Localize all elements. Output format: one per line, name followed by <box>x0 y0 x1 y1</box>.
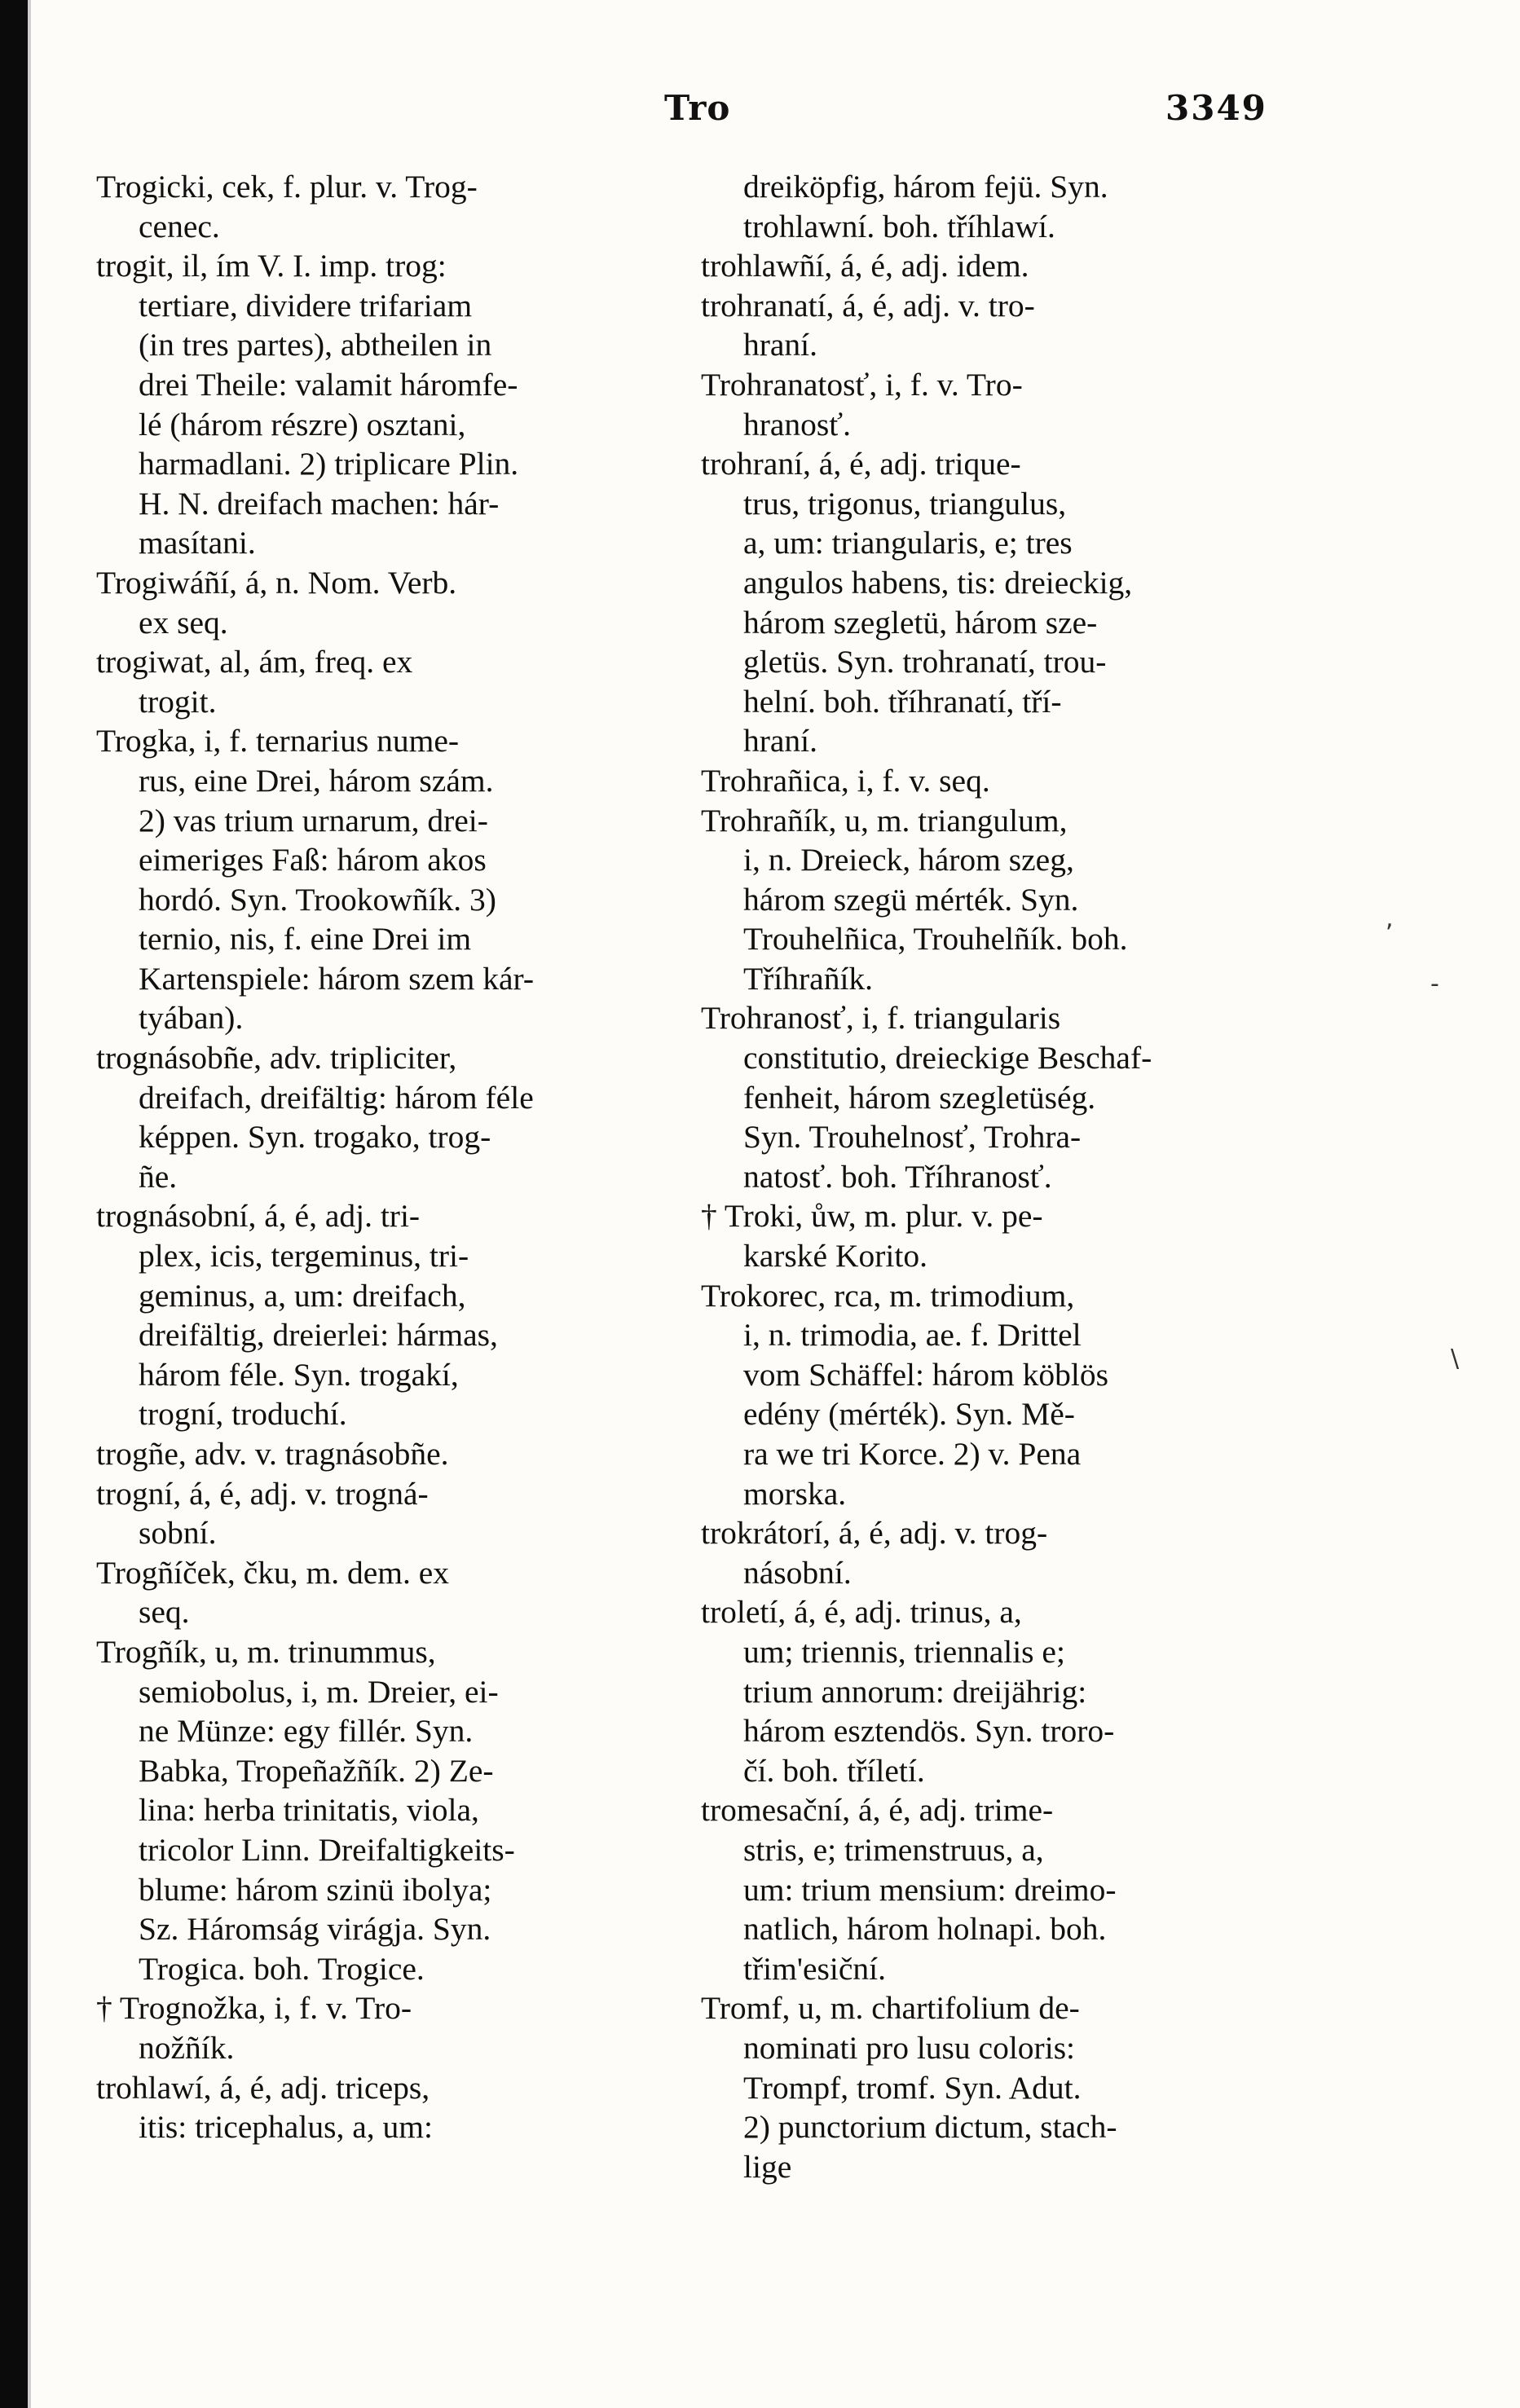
dictionary-line: három esztendös. Syn. troro- <box>743 1713 1115 1750</box>
dictionary-line: Babka, Tropeñažñík. 2) Ze- <box>139 1752 494 1789</box>
dictionary-line: Trohrañica, i, f. v. seq. <box>701 762 990 799</box>
dictionary-line: um; triennis, triennalis e; <box>743 1633 1065 1670</box>
dictionary-line: hordó. Syn. Trookowñík. 3) <box>139 881 496 918</box>
dictionary-line: trokrátorí, á, é, adj. v. trog- <box>701 1515 1048 1552</box>
dictionary-line: tricolor Linn. Dreifaltigkeits- <box>139 1831 515 1868</box>
dictionary-line: 2) punctorium dictum, stach- <box>743 2109 1117 2146</box>
dictionary-line: Tromf, u, m. chartifolium de- <box>701 1990 1080 2027</box>
dictionary-line: semiobolus, i, m. Dreier, ei- <box>139 1673 499 1710</box>
dictionary-line: Kartenspiele: három szem kár- <box>139 960 535 997</box>
dictionary-line: seq. <box>139 1594 190 1631</box>
dictionary-line: plex, icis, tergeminus, tri- <box>139 1238 469 1274</box>
dictionary-line: nožñík. <box>139 2029 235 2066</box>
dictionary-line: Trogiwáñí, á, n. Nom. Verb. <box>96 564 457 601</box>
dictionary-line: trohlawñí, á, é, adj. idem. <box>701 248 1029 284</box>
dictionary-line: trogit. <box>139 683 217 720</box>
dictionary-line: i, n. trimodia, ae. f. Drittel <box>743 1317 1082 1354</box>
dictionary-line: trohraní, á, é, adj. trique- <box>701 446 1021 482</box>
dictionary-line: Trohranatosť, i, f. v. Tro- <box>701 366 1023 403</box>
dictionary-line: trium annorum: dreijährig: <box>743 1673 1087 1710</box>
dictionary-line: dreiköpfig, három fejü. Syn. <box>743 169 1108 205</box>
running-head: Tro <box>664 88 731 128</box>
dictionary-line: trogñe, adv. v. tragnásobñe. <box>96 1436 449 1472</box>
dictionary-line: Trogñíček, čku, m. dem. ex <box>96 1554 449 1591</box>
dictionary-line: čí. boh. tříletí. <box>743 1752 925 1789</box>
dictionary-line: Sz. Háromság virágja. Syn. <box>139 1911 491 1948</box>
dictionary-line: sobní. <box>139 1515 217 1552</box>
dictionary-line: tyában). <box>139 1000 244 1037</box>
dictionary-line: † Trognožka, i, f. v. Tro- <box>96 1990 412 2027</box>
dictionary-line: tromesační, á, é, adj. trime- <box>701 1792 1054 1829</box>
dictionary-line: troletí, á, é, adj. trinus, a, <box>701 1594 1022 1631</box>
dictionary-line: ne Münze: egy fillér. Syn. <box>139 1713 474 1750</box>
dictionary-line: trogiwat, al, ám, freq. ex <box>96 644 413 680</box>
dictionary-line: képpen. Syn. trogako, trog- <box>139 1119 491 1156</box>
dictionary-line: Trogñík, u, m. trinummus, <box>96 1633 436 1670</box>
dictionary-line: angulos habens, tis: dreieckig, <box>743 564 1133 601</box>
dictionary-line: dreifach, dreifältig: három féle <box>139 1079 534 1116</box>
stray-mark: , <box>1386 905 1394 933</box>
dictionary-line: fenheit, három szegletüség. <box>743 1079 1096 1116</box>
dictionary-line: H. N. dreifach machen: hár- <box>139 485 500 522</box>
dictionary-line: helní. boh. tříhranatí, tří- <box>743 683 1062 720</box>
dictionary-line: Trompf, tromf. Syn. Adut. <box>743 2069 1082 2106</box>
dictionary-line: a, um: triangularis, e; tres <box>743 525 1073 561</box>
dictionary-line: geminus, a, um: dreifach, <box>139 1277 466 1314</box>
dictionary-line: három szegletü, három sze- <box>743 604 1098 641</box>
page-edge-shadow <box>28 0 31 2408</box>
dictionary-line: ñe. <box>139 1158 178 1195</box>
dictionary-line: karské Korito. <box>743 1238 927 1274</box>
dictionary-line: trogní, troduchí. <box>139 1396 347 1433</box>
dictionary-line: trohlawní. boh. tříhlawí. <box>743 208 1055 244</box>
dictionary-line: eimeriges Faß: három akos <box>139 842 487 878</box>
dictionary-line: constitutio, dreieckige Beschaf- <box>743 1040 1152 1076</box>
dictionary-line: dreifältig, dreierlei: hármas, <box>139 1317 498 1354</box>
dictionary-line: ternio, nis, f. eine Drei im <box>139 921 472 957</box>
dictionary-line: třim'esiční. <box>743 1950 886 1987</box>
dictionary-line: hraní. <box>743 723 818 759</box>
stray-mark: \ <box>1451 1345 1460 1373</box>
scan-binding-edge <box>0 0 28 2408</box>
dictionary-line: lé (három részre) osztani, <box>139 406 466 442</box>
dictionary-line: Trohrañík, u, m. triangulum, <box>701 802 1068 839</box>
dictionary-line: trohranatí, á, é, adj. v. tro- <box>701 287 1035 324</box>
dictionary-line: ex seq. <box>139 604 228 641</box>
dictionary-line: Trogka, i, f. ternarius nume- <box>96 723 460 759</box>
stray-mark: - <box>1430 970 1439 998</box>
dictionary-line: morska. <box>743 1475 847 1512</box>
dictionary-line: gletüs. Syn. trohranatí, trou- <box>743 644 1107 680</box>
dictionary-line: trognásobní, á, é, adj. tri- <box>96 1198 421 1235</box>
dictionary-line: (in tres partes), abtheilen in <box>139 327 492 363</box>
dictionary-line: natosť. boh. Tříhranosť. <box>743 1158 1052 1195</box>
dictionary-line: nominati pro lusu coloris: <box>743 2029 1076 2066</box>
dictionary-line: trogní, á, é, adj. v. trogná- <box>96 1475 429 1512</box>
dictionary-line: i, n. Dreieck, három szeg, <box>743 842 1074 878</box>
dictionary-line: hranosť. <box>743 406 852 442</box>
dictionary-line: cenec. <box>139 208 220 244</box>
right-column <box>701 167 1288 2186</box>
dictionary-line: † Troki, ůw, m. plur. v. pe- <box>701 1198 1043 1235</box>
dictionary-line: rus, eine Drei, három szám. <box>139 762 494 799</box>
dictionary-line: harmadlani. 2) triplicare Plin. <box>139 446 519 482</box>
dictionary-line: trogit, il, ím V. I. imp. trog: <box>96 248 447 284</box>
dictionary-line: lina: herba trinitatis, viola, <box>139 1792 479 1829</box>
dictionary-line: stris, e; trimenstruus, a, <box>743 1831 1044 1868</box>
dictionary-line: drei Theile: valamit háromfe- <box>139 366 518 403</box>
dictionary-line: három féle. Syn. trogakí, <box>139 1356 459 1393</box>
dictionary-line: Trouhelñica, Trouhelñík. boh. <box>743 921 1128 957</box>
dictionary-line: Trokorec, rca, m. trimodium, <box>701 1277 1075 1314</box>
dictionary-line: trohlawí, á, é, adj. triceps, <box>96 2069 430 2106</box>
dictionary-line: tertiare, dividere trifariam <box>139 287 473 324</box>
dictionary-line: masítani. <box>139 525 256 561</box>
dictionary-line: natlich, három holnapi. boh. <box>743 1911 1107 1948</box>
dictionary-line: um: trium mensium: dreimo- <box>743 1871 1117 1908</box>
dictionary-line: edény (mérték). Syn. Mě- <box>743 1396 1075 1433</box>
dictionary-line: Trohranosť, i, f. triangularis <box>701 1000 1061 1037</box>
dictionary-line: itis: tricephalus, a, um: <box>139 2109 433 2146</box>
dictionary-line: hraní. <box>743 327 818 363</box>
dictionary-line: ra we tri Korce. 2) v. Pena <box>743 1436 1082 1472</box>
dictionary-line: Syn. Trouhelnosť, Trohra- <box>743 1119 1082 1156</box>
dictionary-line: Trogica. boh. Trogice. <box>139 1950 425 1987</box>
dictionary-line: lige <box>743 2148 792 2185</box>
page-number: 3349 <box>1165 88 1267 128</box>
dictionary-line: trognásobñe, adv. tripliciter, <box>96 1040 457 1076</box>
page-header <box>73 88 1267 137</box>
dictionary-line: három szegü mérték. Syn. <box>743 881 1079 918</box>
dictionary-line: násobní. <box>743 1554 852 1591</box>
dictionary-line: vom Schäffel: három köblös <box>743 1356 1108 1393</box>
dictionary-line: 2) vas trium urnarum, drei- <box>139 802 488 839</box>
left-column <box>96 167 675 2147</box>
dictionary-line: trus, trigonus, triangulus, <box>743 485 1067 522</box>
dictionary-line: blume: három szinü ibolya; <box>139 1871 492 1908</box>
dictionary-line: Tříhrañík. <box>743 960 874 997</box>
dictionary-line: Trogicki, cek, f. plur. v. Trog- <box>96 169 478 205</box>
